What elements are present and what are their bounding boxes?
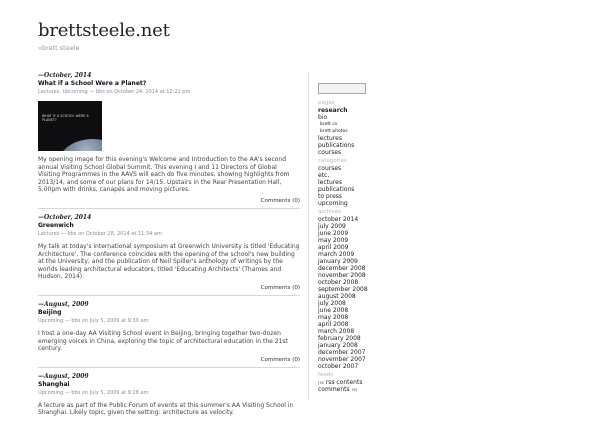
post-title-link[interactable]: Beijing bbox=[38, 308, 62, 316]
pages-heading: pages bbox=[318, 100, 335, 106]
post-entry bbox=[38, 214, 300, 296]
sidebar-archive-link[interactable]: november 2007 bbox=[318, 356, 366, 363]
search-input[interactable] bbox=[318, 83, 366, 94]
post-body: My opening image for this evening's Welcome and Introduction to the AA's second annual Visiting School Global Summit. This evening I and 11 Directors of Global Visiting Programmes in the AAVS will each do five minutes, showing highlights from 2013/14, and some of our plans for 14/15. Upstairs in the Rear Presentation Hall, 5.00pm with drinks, canapés and moving pictures. bbox=[38, 156, 290, 194]
feeds-heading: feeds bbox=[318, 372, 334, 378]
categories-list bbox=[318, 165, 428, 207]
post-meta: Upcoming — bbs on July 5, 2009 at 9:30 am bbox=[38, 317, 149, 324]
post-body: A lecture as part of the Public Forum of events at this summer's AA Visiting School in Shanghai. Likely topic, given the setting: architecture as velocity. bbox=[38, 401, 294, 417]
comments-link[interactable]: Comments (0) bbox=[260, 284, 300, 291]
sidebar-archive-link[interactable]: december 2008 bbox=[318, 265, 366, 272]
sidebar-archive-link[interactable]: march 2009 bbox=[318, 251, 355, 258]
sidebar-divider bbox=[308, 72, 309, 400]
comments-link[interactable]: Comments (0) bbox=[260, 356, 300, 363]
sidebar-page-link[interactable]: brett photos bbox=[320, 129, 348, 134]
post-meta: Lectures, Upcoming — bbs on October 24, 2014 at 12:21 pm bbox=[38, 89, 191, 95]
feed-label: comments bbox=[318, 386, 350, 393]
sidebar-page-link[interactable]: bio bbox=[318, 114, 328, 121]
sidebar-category-link[interactable]: courses bbox=[318, 165, 342, 172]
sidebar-page-link[interactable]: courses bbox=[318, 149, 342, 156]
sidebar-archive-link[interactable]: august 2008 bbox=[318, 293, 356, 300]
post-image-caption: WHAT IF A SCHOOL WERE A PLANET? bbox=[42, 114, 89, 122]
post-entry bbox=[38, 301, 300, 368]
sidebar-archive-link[interactable]: january 2008 bbox=[318, 342, 358, 349]
sidebar-page-link[interactable]: publications bbox=[318, 142, 355, 149]
sidebar-archive-link[interactable]: november 2008 bbox=[318, 272, 366, 279]
posts-column bbox=[38, 72, 300, 426]
feed-label: rss contents bbox=[325, 379, 363, 386]
post-meta: Upcoming — bbs on July 5, 2009 at 9:28 am bbox=[38, 389, 149, 396]
sidebar-archive-link[interactable]: october 2007 bbox=[318, 363, 359, 370]
sidebar-archive-link[interactable]: april 2009 bbox=[318, 244, 349, 251]
sidebar-archive-link[interactable]: july 2008 bbox=[318, 300, 346, 307]
post-date: —August, 2009 bbox=[38, 372, 89, 380]
sidebar-category-link[interactable]: lectures bbox=[318, 179, 342, 186]
feeds-list bbox=[318, 379, 428, 393]
post-title-link[interactable]: What if a School Were a Planet? bbox=[38, 80, 147, 87]
sidebar bbox=[318, 78, 428, 393]
sidebar-archive-link[interactable]: may 2009 bbox=[318, 237, 349, 244]
sidebar-archive-link[interactable]: december 2007 bbox=[318, 349, 366, 356]
post-date: —October, 2014 bbox=[38, 72, 92, 79]
sidebar-category-link[interactable]: to press bbox=[318, 193, 343, 200]
site-tagline: »brett steele bbox=[38, 44, 80, 52]
sidebar-archive-link[interactable]: june 2009 bbox=[318, 230, 349, 237]
archives-list bbox=[318, 216, 428, 370]
post-title-link[interactable]: Shanghai bbox=[38, 380, 70, 388]
sidebar-category-link[interactable]: upcoming bbox=[318, 200, 348, 207]
post-meta: Lectures — bbs on October 28, 2014 at 11:34 am bbox=[38, 230, 162, 237]
sidebar-feed-link[interactable] bbox=[318, 386, 428, 393]
sidebar-category-link[interactable]: etc. bbox=[318, 172, 330, 179]
sidebar-archive-link[interactable]: september 2008 bbox=[318, 286, 368, 293]
sidebar-page-link[interactable]: brett cv bbox=[320, 122, 338, 127]
site-header bbox=[38, 20, 170, 52]
post-date: —October, 2014 bbox=[38, 213, 92, 221]
sidebar-archive-link[interactable]: april 2008 bbox=[318, 321, 349, 328]
sidebar-archive-link[interactable]: march 2008 bbox=[318, 328, 355, 335]
post-body: I host a one-day AA Visiting School event in Beijing, bringing together two-dozen emerging voices in China, exploring the topic of architectural education in the 21st century. bbox=[38, 329, 288, 353]
post-image[interactable] bbox=[38, 101, 102, 151]
sidebar-archive-link[interactable]: october 2008 bbox=[318, 279, 359, 286]
post-entry bbox=[38, 72, 300, 209]
sidebar-page-link[interactable]: lectures bbox=[318, 135, 342, 142]
post-body: My talk at today's international symposium at Greenwich University is titled 'Educating Architecture'. The conference coincides with the opening of the school's new building at the University, and the publication of Neil Spiller's anthology of writings by the worlds leading architectural educators, titled 'Educating Architects' (Thames and Hudson, 2014). bbox=[38, 242, 300, 281]
planet-graphic bbox=[58, 139, 102, 151]
sidebar-archive-link[interactable]: june 2008 bbox=[318, 307, 349, 314]
sidebar-archive-link[interactable]: january 2009 bbox=[318, 258, 358, 265]
rss-tag: rss bbox=[351, 387, 358, 392]
archives-heading: archives bbox=[318, 209, 342, 215]
sidebar-feed-link[interactable] bbox=[318, 379, 428, 386]
categories-heading: categories bbox=[318, 158, 347, 164]
pages-list bbox=[318, 107, 428, 156]
comments-link[interactable]: Comments (0) bbox=[260, 197, 300, 204]
post-date: —August, 2009 bbox=[38, 300, 89, 308]
sidebar-archive-link[interactable]: february 2008 bbox=[318, 335, 361, 342]
post-title-link[interactable]: Greenwich bbox=[38, 221, 74, 229]
sidebar-archive-link[interactable]: october 2014 bbox=[318, 216, 359, 223]
post-entry bbox=[38, 373, 300, 421]
sidebar-category-link[interactable]: publications bbox=[318, 186, 355, 193]
site-title[interactable]: brettsteele.net bbox=[38, 20, 170, 41]
sidebar-page-link[interactable]: research bbox=[318, 107, 348, 114]
rss-tag: rss bbox=[318, 380, 324, 385]
sidebar-archive-link[interactable]: may 2008 bbox=[318, 314, 349, 321]
sidebar-archive-link[interactable]: july 2009 bbox=[318, 223, 346, 230]
